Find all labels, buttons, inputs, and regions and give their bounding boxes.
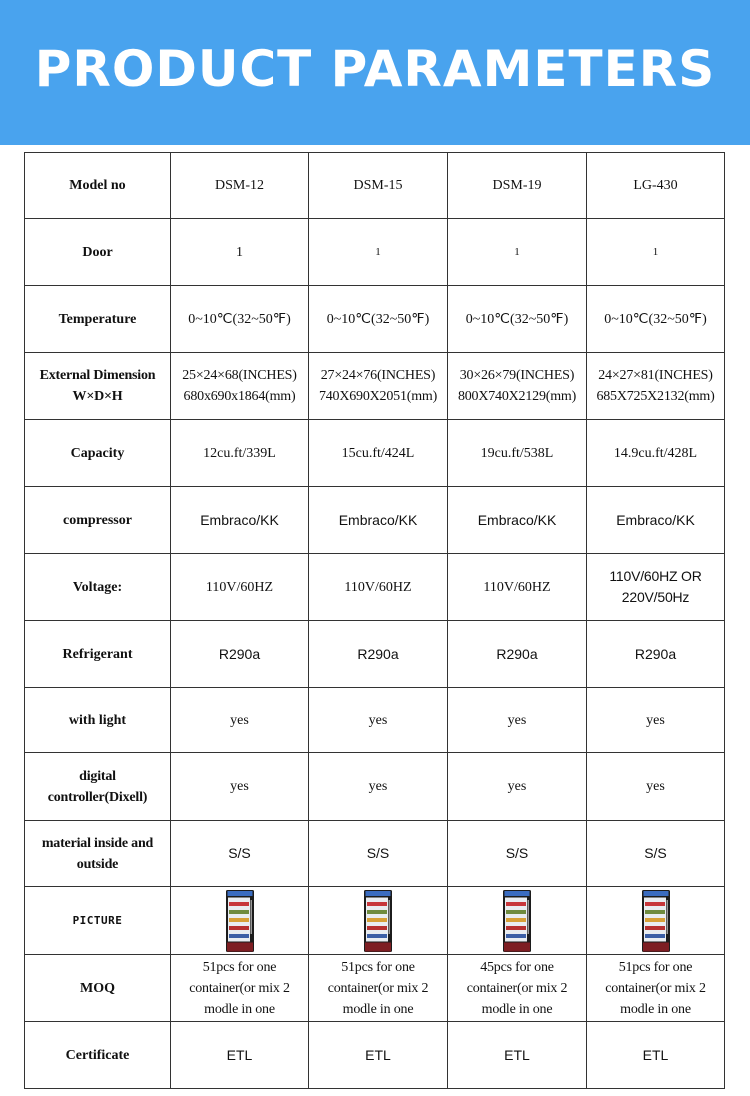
label-light: with light	[25, 688, 171, 753]
dimension-mm: 800X740X2129(mm)	[457, 389, 577, 404]
cell-moq	[587, 955, 725, 1022]
cell-dimension	[309, 353, 448, 420]
cell-compressor: Embraco/KK	[171, 487, 309, 554]
label-material-line1: material inside and	[41, 835, 154, 851]
cell-controller: yes	[171, 753, 309, 821]
cell-material: S/S	[587, 821, 725, 887]
cell-model: DSM-15	[309, 153, 448, 219]
moq-line1: 51pcs for one	[202, 959, 277, 975]
label-certificate: Certificate	[25, 1022, 171, 1089]
cell-dimension	[448, 353, 587, 420]
dimension-mm: 740X690X2051(mm)	[318, 389, 438, 404]
cell-model: DSM-19	[448, 153, 587, 219]
label-moq: MOQ	[25, 955, 171, 1022]
display-fridge-icon	[225, 890, 255, 952]
moq-line3: modle in one	[620, 1001, 691, 1017]
cell-picture	[448, 887, 587, 955]
cell-door: 1	[448, 219, 587, 286]
header-banner	[0, 0, 750, 145]
cell-picture	[171, 887, 309, 955]
cell-light: yes	[309, 688, 448, 753]
cell-voltage: 110V/60HZ	[448, 554, 587, 621]
moq-line2: container(or mix 2	[466, 980, 568, 996]
cell-temperature: 0~10℃(32~50℉)	[448, 286, 587, 353]
cell-material: S/S	[309, 821, 448, 887]
row-light	[25, 688, 725, 753]
cell-voltage: 110V/60HZ	[309, 554, 448, 621]
cell-dimension	[171, 353, 309, 420]
cell-model: LG-430	[587, 153, 725, 219]
display-fridge-icon	[641, 890, 671, 952]
cell-compressor: Embraco/KK	[309, 487, 448, 554]
product-parameters-table	[24, 152, 725, 1089]
cell-refrigerant: R290a	[448, 621, 587, 688]
cell-capacity: 19cu.ft/538L	[448, 420, 587, 487]
label-model: Model no	[25, 153, 171, 219]
moq-line1: 51pcs for one	[618, 959, 693, 975]
label-controller	[25, 753, 171, 821]
moq-line1: 45pcs for one	[480, 959, 554, 975]
row-door	[25, 219, 725, 286]
cell-compressor: Embraco/KK	[587, 487, 725, 554]
moq-line3: modle in one	[481, 1001, 553, 1017]
page-title: PRODUCT PARAMETERS	[34, 39, 716, 98]
cell-material: S/S	[171, 821, 309, 887]
row-voltage	[25, 554, 725, 621]
cell-refrigerant: R290a	[171, 621, 309, 688]
row-refrigerant	[25, 621, 725, 688]
cell-picture	[309, 887, 448, 955]
label-dimension-line2: W×D×H	[72, 389, 123, 404]
cell-refrigerant: R290a	[309, 621, 448, 688]
label-capacity: Capacity	[25, 420, 171, 487]
label-refrigerant: Refrigerant	[25, 621, 171, 688]
label-controller-line2: controller(Dixell)	[47, 789, 148, 805]
label-compressor: compressor	[25, 487, 171, 554]
row-temperature	[25, 286, 725, 353]
label-picture-text: PICTURE	[72, 914, 123, 927]
label-door: Door	[25, 219, 171, 286]
dimension-inches: 24×27×81(INCHES)	[598, 368, 713, 383]
cell-moq	[309, 955, 448, 1022]
moq-line2: container(or mix 2	[327, 980, 429, 996]
cell-light: yes	[587, 688, 725, 753]
label-temperature: Temperature	[25, 286, 171, 353]
cell-capacity: 12cu.ft/339L	[171, 420, 309, 487]
dimension-inches: 27×24×76(INCHES)	[320, 368, 436, 383]
label-dimension-line1: External Dimension	[39, 368, 156, 383]
cell-temperature: 0~10℃(32~50℉)	[587, 286, 725, 353]
voltage-line1: 110V/60HZ OR	[609, 568, 702, 584]
cell-voltage	[587, 554, 725, 621]
row-picture	[25, 887, 725, 955]
cell-refrigerant: R290a	[587, 621, 725, 688]
cell-light: yes	[171, 688, 309, 753]
row-model	[25, 153, 725, 219]
cell-certificate: ETL	[448, 1022, 587, 1089]
cell-temperature: 0~10℃(32~50℉)	[171, 286, 309, 353]
row-capacity	[25, 420, 725, 487]
cell-certificate: ETL	[171, 1022, 309, 1089]
cell-controller: yes	[448, 753, 587, 821]
label-material	[25, 821, 171, 887]
cell-capacity: 15cu.ft/424L	[309, 420, 448, 487]
cell-moq	[448, 955, 587, 1022]
row-dimension	[25, 353, 725, 420]
cell-compressor: Embraco/KK	[448, 487, 587, 554]
row-material	[25, 821, 725, 887]
cell-controller: yes	[309, 753, 448, 821]
voltage-line2: 220V/50Hz	[621, 589, 690, 605]
cell-certificate: ETL	[587, 1022, 725, 1089]
dimension-mm: 685X725X2132(mm)	[596, 389, 715, 404]
moq-line2: container(or mix 2	[189, 980, 290, 996]
cell-voltage: 110V/60HZ	[171, 554, 309, 621]
row-compressor	[25, 487, 725, 554]
cell-picture	[587, 887, 725, 955]
row-controller	[25, 753, 725, 821]
cell-door: 1	[171, 219, 309, 286]
label-voltage: Voltage:	[25, 554, 171, 621]
moq-line2: container(or mix 2	[605, 980, 706, 996]
dimension-mm: 680x690x1864(mm)	[183, 389, 296, 404]
cell-light: yes	[448, 688, 587, 753]
dimension-inches: 30×26×79(INCHES)	[459, 368, 575, 383]
cell-model: DSM-12	[171, 153, 309, 219]
cell-capacity: 14.9cu.ft/428L	[587, 420, 725, 487]
moq-line3: modle in one	[342, 1001, 414, 1017]
label-picture	[25, 887, 171, 955]
cell-temperature: 0~10℃(32~50℉)	[309, 286, 448, 353]
cell-controller: yes	[587, 753, 725, 821]
cell-door: 1	[309, 219, 448, 286]
cell-material: S/S	[448, 821, 587, 887]
cell-certificate: ETL	[309, 1022, 448, 1089]
display-fridge-icon	[502, 890, 532, 952]
cell-dimension	[587, 353, 725, 420]
label-material-line2: outside	[76, 856, 119, 872]
moq-line3: modle in one	[204, 1001, 275, 1017]
cell-door: 1	[587, 219, 725, 286]
row-certificate	[25, 1022, 725, 1089]
cell-moq	[171, 955, 309, 1022]
dimension-inches: 25×24×68(INCHES)	[182, 368, 297, 383]
row-moq	[25, 955, 725, 1022]
label-controller-line1: digital	[79, 768, 116, 784]
label-dimension	[25, 353, 171, 420]
display-fridge-icon	[363, 890, 393, 952]
moq-line1: 51pcs for one	[341, 959, 415, 975]
